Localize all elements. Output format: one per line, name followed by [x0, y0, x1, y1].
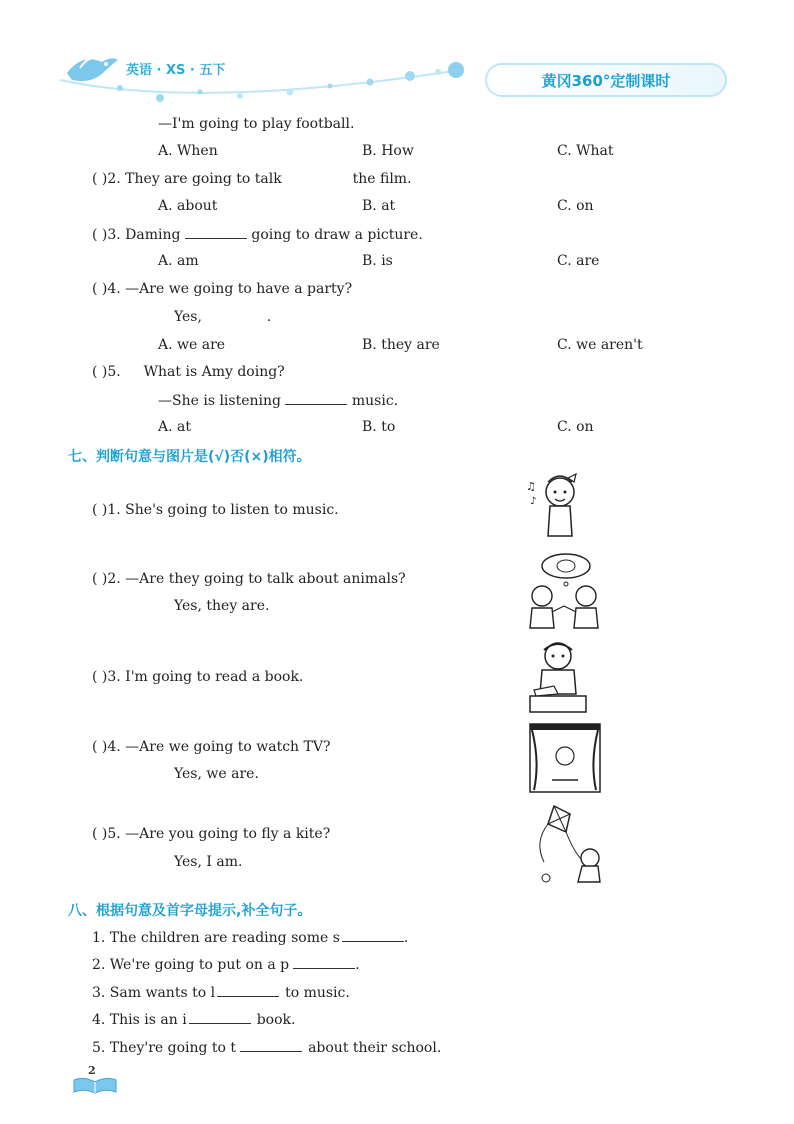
p7-item-3-line1: ( )3. I'm going to read a book. [92, 669, 304, 685]
q2-text-pre: ( )2. They are going to talk [92, 171, 282, 187]
page-number: 2 [88, 1064, 96, 1077]
p8-item-5-pre: 5. They're going to t [92, 1040, 237, 1056]
q4-question: ( )4. —Are we going to have a party? [92, 281, 353, 297]
open-book-icon [72, 1076, 118, 1094]
p8-item-3 [92, 982, 350, 1003]
p8-item-2-blank[interactable] [293, 954, 355, 969]
p7-item-2-line1: ( )2. —Are they going to talk about animals? [92, 571, 406, 587]
p8-item-1-post: . [403, 930, 409, 946]
q2-text-post: the film. [352, 171, 412, 187]
brand-text: 黄冈360°定制课时 [541, 71, 671, 90]
q5-option-c: C. on [557, 419, 594, 435]
q3-blank[interactable] [185, 224, 247, 239]
q2-blank[interactable] [286, 169, 348, 183]
p7-item-4-line2: Yes, we are. [174, 766, 259, 782]
svg-text:♫: ♫ [526, 480, 536, 493]
q4-blank[interactable] [206, 307, 262, 321]
p8-item-2-pre: 2. We're going to put on a p [92, 957, 290, 973]
q1-option-c: C. What [557, 143, 614, 159]
q5-question [92, 362, 285, 382]
q5-text-q: What is Amy doing? [143, 364, 285, 380]
p7-item-1-line1: ( )1. She's going to listen to music. [92, 502, 339, 518]
q4-answer [174, 307, 271, 327]
p8-item-4-pre: 4. This is an i [92, 1012, 187, 1028]
q4-yes: Yes, [174, 309, 202, 325]
q3-question [92, 224, 423, 245]
q3-option-a: A. am [158, 253, 199, 269]
q4-end: . [266, 309, 272, 325]
q4-option-a: A. we are [158, 337, 226, 353]
p8-item-2-post: . [355, 957, 360, 973]
p8-item-4-post: book. [256, 1012, 296, 1028]
boy-flying-kite-illustration [524, 802, 610, 888]
kids-talking-illustration [520, 552, 608, 630]
q5-blank[interactable] [285, 390, 347, 405]
p8-item-3-blank[interactable] [217, 982, 279, 997]
part8-title: 八、根据句意及首字母提示,补全句子。 [68, 903, 312, 919]
girl-listening-music-illustration [524, 470, 586, 546]
q2-question [92, 169, 412, 189]
p8-item-1-pre: 1. The children are reading some s [92, 930, 340, 946]
bird-logo-icon [62, 48, 122, 88]
q3-text-pre: ( )3. Daming [92, 227, 181, 243]
tv-stage-illustration [528, 722, 602, 794]
svg-text:♪: ♪ [530, 496, 537, 507]
q1-option-a: A. When [158, 143, 218, 159]
boy-reading-book-illustration [524, 636, 592, 714]
q3-text-post: going to draw a picture. [251, 227, 423, 243]
q3-option-b: B. is [362, 253, 393, 269]
p7-item-5-line2: Yes, I am. [174, 854, 243, 870]
q2-option-b: B. at [362, 198, 396, 214]
q5-answer [158, 390, 398, 411]
header-title: 英语 · XS · 五下 [126, 63, 226, 78]
q3-option-c: C. are [557, 253, 600, 269]
p8-item-4 [92, 1009, 295, 1030]
p8-item-3-post: to music. [285, 985, 350, 1001]
p8-item-4-blank[interactable] [189, 1009, 251, 1024]
q2-option-a: A. about [158, 198, 218, 214]
brand-badge [485, 63, 727, 97]
p8-item-3-pre: 3. Sam wants to l [92, 985, 216, 1001]
q4-option-c: C. we aren't [557, 337, 643, 353]
part7-title: 七、判断句意与图片是(√)否(×)相符。 [68, 449, 311, 465]
p7-item-4-line1: ( )4. —Are we going to watch TV? [92, 739, 331, 755]
p8-item-5-post: about their school. [308, 1040, 442, 1056]
q5-text-pre: ( )5. [92, 364, 121, 380]
p8-item-1 [92, 927, 408, 948]
q5-answer-pre: —She is listening [158, 393, 281, 409]
p7-item-5-line1: ( )5. —Are you going to fly a kite? [92, 826, 331, 842]
q5-option-a: A. at [158, 419, 191, 435]
q4-option-b: B. they are [362, 337, 440, 353]
q5-answer-post: music. [351, 393, 399, 409]
p8-item-2 [92, 954, 360, 975]
p8-item-5-blank[interactable] [240, 1037, 302, 1052]
p7-item-2-line2: Yes, they are. [174, 598, 270, 614]
q5-option-b: B. to [362, 419, 396, 435]
q1-answer: —I'm going to play football. [158, 116, 355, 132]
q1-option-b: B. How [362, 143, 414, 159]
q2-option-c: C. on [557, 198, 594, 214]
p8-item-1-blank[interactable] [342, 927, 404, 942]
p8-item-5 [92, 1037, 441, 1058]
